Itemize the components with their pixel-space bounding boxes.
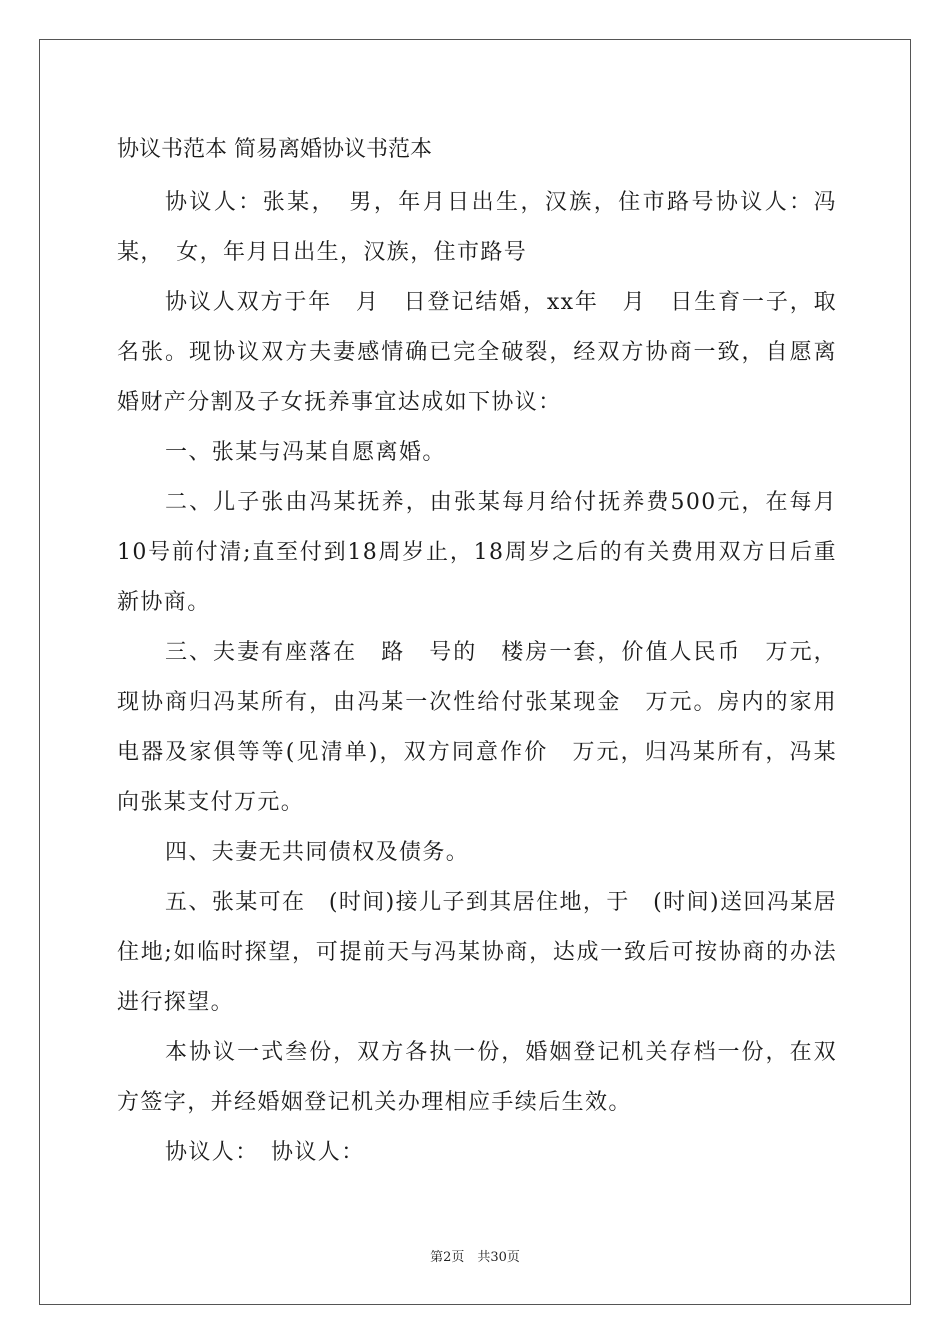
paragraph-clause-5: 五、张某可在 (时间)接儿子到其居住地，于 (时间)送回冯某居住地;如临时探望，可提前天与冯某协商，达成一致后可按协商的办法进行探望。	[117, 890, 837, 1015]
paragraph-marriage-info: 协议人双方于年 月 日登记结婚，xx年 月 日生育一子，取名张。现协议双方夫妻感情确已完全破裂，经双方协商一致，自愿离婚财产分割及子女抚养事宜达成如下协议：	[117, 290, 837, 415]
paragraph-signatures: 协议人： 协议人：	[165, 1140, 365, 1165]
document-title: 协议书范本 简易离婚协议书范本	[117, 137, 432, 162]
paragraph-clause-1: 一、张某与冯某自愿离婚。	[165, 440, 446, 465]
paragraph-effectiveness: 本协议一式叁份，双方各执一份，婚姻登记机关存档一份，在双方签字，并经婚姻登记机关办理相应手续后生效。	[117, 1040, 837, 1115]
page-number-footer: 第2页 共30页	[430, 1250, 520, 1265]
document-body	[117, 128, 837, 1178]
paragraph-clause-2: 二、儿子张由冯某抚养，由张某每月给付抚养费500元，在每月10号前付清;直至付到18周岁止，18周岁之后的有关费用双方日后重新协商。	[117, 490, 837, 615]
paragraph-clause-4: 四、夫妻无共同债权及债务。	[165, 840, 470, 865]
paragraph-parties: 协议人：张某， 男，年月日出生，汉族，住市路号协议人：冯某， 女，年月日出生，汉族，住市路号	[117, 190, 837, 265]
paragraph-clause-3: 三、夫妻有座落在 路 号的 楼房一套，价值人民币 万元，现协商归冯某所有，由冯某一次性给付张某现金 万元。房内的家用电器及家俱等等(见清单)，双方同意作价 万元，归冯某所有，冯某向张某支付万元。	[117, 640, 837, 815]
